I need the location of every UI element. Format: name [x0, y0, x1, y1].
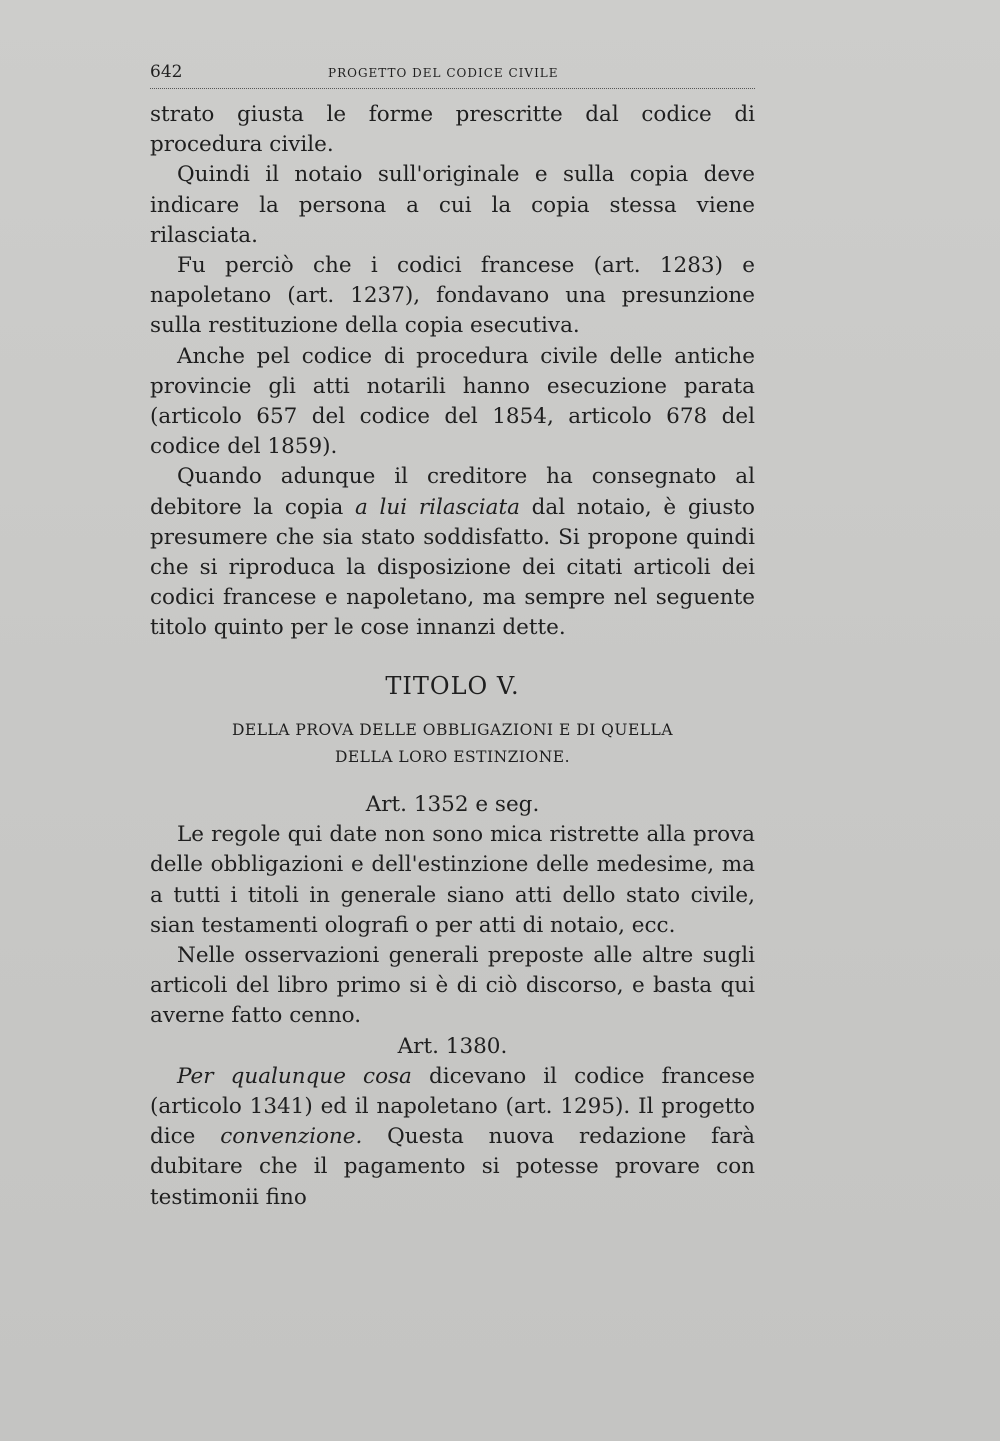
title-subtitle	[150, 717, 755, 771]
text-span: Questa nuova redazione farà dubitare che il pagamento si potesse provare con testimonii fino	[150, 1124, 756, 1210]
paragraph	[150, 462, 755, 643]
italic-span: convenzione.	[220, 1124, 363, 1150]
article-heading: Art. 1380.	[397, 1033, 508, 1059]
paragraph	[150, 1062, 755, 1213]
paragraph: Anche pel codice di procedura civile delle antiche provincie gli atti notarili hanno esecuzione parata (articolo 657 del codice del 1854, articolo 678 del codice del 1859).	[150, 343, 755, 460]
paragraph: Le regole qui date non sono mica ristrette alla prova delle obbligazioni e dell'estinzione delle medesime, ma a tutti i titoli in generale siano atti dello stato civile, sian testamenti olografi o per atti di notaio, ecc.	[150, 822, 755, 938]
paragraph: Fu perciò che i codici francese (art. 1283) e napoletano (art. 1237), fondavano una presunzione sulla restituzione della copia esecutiva.	[150, 253, 755, 339]
running-title: PROGETTO DEL CODICE CIVILE	[328, 66, 559, 80]
title-heading: TITOLO V.	[385, 672, 520, 700]
paragraph-continuation: strato giusta le forme prescritte dal codice di procedura civile.	[150, 102, 755, 158]
subtitle-line: DELLA LORO ESTINZIONE.	[334, 748, 571, 766]
paragraph: Nelle osservazioni generali preposte alle altre sugli articoli del libro primo si è di ciò discorso, e basta qui averne fatto cenno.	[150, 943, 755, 1029]
paragraph: Quindi il notaio sull'originale e sulla copia deve indicare la persona a cui la copia stessa viene rilasciata.	[150, 162, 755, 248]
articles-section	[150, 792, 756, 1213]
page-header	[150, 58, 755, 89]
page-number: 642	[150, 62, 183, 82]
text-span: Quando adunque il creditore ha consegnato al debitore la copia	[150, 464, 755, 520]
italic-span: Per qualunque cosa	[177, 1063, 412, 1089]
text-span: dicevano il codice francese (articolo 1341) ed il napoletano (art. 1295). Il progetto dice	[150, 1063, 755, 1150]
text-span: dal notaio, è giusto presumere che sia stato soddisfatto. Si propone quindi che si riproduca la disposizione dei citati articoli dei codici francese e napoletano, ma sempre nel seguente titolo quinto per le cose innanzi dette.	[150, 494, 755, 641]
article-heading: Art. 1352 e seg.	[365, 792, 540, 817]
italic-span: a lui rilasciata	[355, 494, 520, 520]
intro-text	[150, 100, 755, 644]
subtitle-line: DELLA PROVA DELLE OBBLIGAZIONI E DI QUELLA	[231, 721, 674, 739]
